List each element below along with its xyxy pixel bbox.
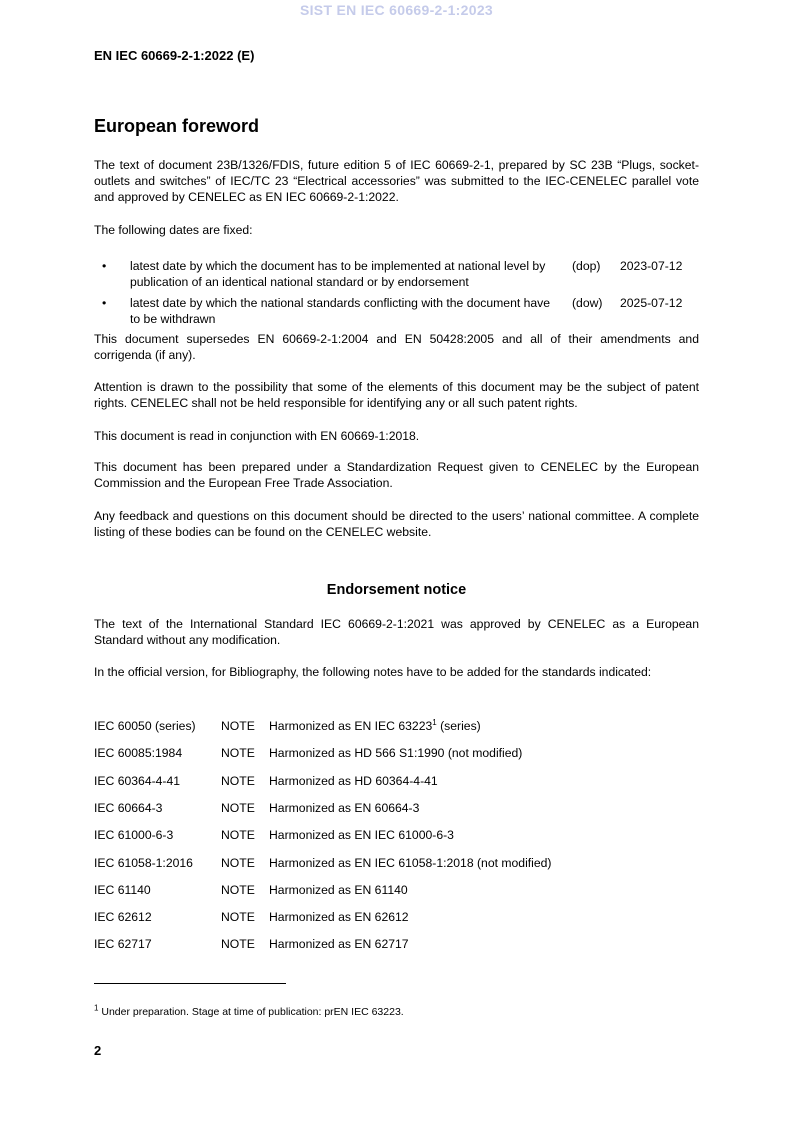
standard-reference: IEC 61058-1:2016 — [94, 855, 193, 870]
mandate-paragraph: This document has been prepared under a Standardization Request given to CENELEC by the European Commission and the European Free Trade Association. — [94, 460, 699, 490]
note-label: NOTE — [221, 773, 255, 788]
patent-paragraph: Attention is drawn to the possibility that some of the elements of this document may be the subject of patent rights. CENELEC shall not be held responsible for identifying any or all such patent rights. — [94, 380, 699, 410]
standard-reference: IEC 60364-4-41 — [94, 773, 181, 788]
foreword-intro-paragraph: The text of document 23B/1326/FDIS, future edition 5 of IEC 60669-2-1, prepared by SC 23B “Plugs, socket-outlets and switches” of IEC/TC 23 “Electrical accessories” was submitted to the IEC-CENELEC parallel vote and approved by CENELEC as EN IEC 60669-2-1:2022. — [94, 158, 699, 204]
harmonization-text-main: Harmonized as EN IEC 61058-1:2018 (not modified) — [269, 855, 552, 870]
date-item-date: 2025-07-12 — [620, 296, 683, 310]
bullet-marker: • — [102, 296, 107, 310]
harmonization-text-main: Harmonized as EN 60664-3 — [269, 800, 420, 815]
date-item-code: (dop) — [572, 259, 601, 273]
note-label: NOTE — [221, 910, 255, 925]
dates-intro-paragraph: The following dates are fixed: — [94, 223, 253, 237]
harmonization-text-main: Harmonized as EN 62612 — [269, 910, 409, 925]
endorsement-paragraph: The text of the International Standard IEC 60669-2-1:2021 was approved by CENELEC as a European Standard without any modification. — [94, 617, 699, 647]
note-label: NOTE — [221, 746, 255, 761]
standard-reference: IEC 61140 — [94, 882, 151, 897]
date-item-date: 2023-07-12 — [620, 259, 683, 273]
footnote-mark: 1 — [94, 1003, 99, 1013]
harmonization-text — [269, 855, 552, 871]
date-item-text: latest date by which the document has to be implemented at national level by publication of an identical national standard or by endorsement — [130, 259, 546, 289]
harmonization-text-main: Harmonized as EN IEC 63223 — [269, 719, 433, 733]
document-id-header: EN IEC 60669-2-1:2022 (E) — [94, 48, 255, 63]
harmonization-text-main: Harmonized as HD 60364-4-41 — [269, 773, 438, 788]
footnote-separator — [94, 983, 286, 984]
note-label: NOTE — [221, 855, 255, 870]
harmonization-text-main: Harmonized as EN 62717 — [269, 937, 409, 952]
footnote — [94, 1003, 404, 1018]
standard-reference: IEC 60050 (series) — [94, 719, 196, 733]
standard-reference: IEC 60664-3 — [94, 800, 163, 815]
standard-reference: IEC 60085:1984 — [94, 746, 183, 761]
harmonization-text — [269, 800, 419, 816]
watermark: SIST EN IEC 60669-2-1:2023 — [299, 2, 493, 18]
feedback-paragraph: Any feedback and questions on this document should be directed to the users’ national committee. A complete listing of these bodies can be found on the CENELEC website. — [94, 509, 699, 539]
note-label: NOTE — [221, 719, 255, 733]
harmonization-text-main: Harmonized as EN 61140 — [269, 882, 408, 897]
endorsement-title: Endorsement notice — [326, 582, 467, 598]
standard-reference: IEC 62717 — [94, 937, 152, 952]
harmonization-text — [269, 936, 409, 952]
harmonization-text-main: Harmonized as EN IEC 61000-6-3 — [269, 828, 454, 843]
harmonization-text — [269, 827, 454, 843]
standard-reference: IEC 62612 — [94, 910, 152, 925]
bullet-marker: • — [102, 259, 107, 273]
note-label: NOTE — [221, 828, 255, 843]
standard-reference: IEC 61000-6-3 — [94, 828, 174, 843]
date-item-text: latest date by which the national standards conflicting with the document have to be withdrawn — [130, 296, 551, 326]
conjunction-paragraph: This document is read in conjunction with EN 60669-1:2018. — [94, 429, 420, 443]
foreword-title: European foreword — [94, 116, 260, 136]
harmonization-text — [269, 882, 408, 898]
page-number: 2 — [94, 1043, 102, 1058]
date-item-code: (dow) — [572, 296, 603, 310]
note-label: NOTE — [221, 937, 255, 952]
harmonization-text — [269, 718, 481, 734]
harmonization-text-main: Harmonized as HD 566 S1:1990 (not modified) — [269, 746, 523, 761]
harmonization-text — [269, 745, 522, 761]
footnote-text: Under preparation. Stage at time of publication: prEN IEC 63223. — [98, 1006, 404, 1018]
harmonization-text — [269, 773, 438, 789]
harmonization-text-suffix: (series) — [436, 719, 481, 733]
footnote-reference: 1 — [432, 717, 437, 727]
note-label: NOTE — [221, 800, 255, 815]
harmonization-text — [269, 909, 409, 925]
supersedes-paragraph: This document supersedes EN 60669-2-1:2004 and EN 50428:2005 and all of their amendments and corrigenda (if any). — [94, 332, 699, 362]
bibliography-intro-paragraph: In the official version, for Bibliography, the following notes have to be added for the standards indicated: — [94, 665, 652, 679]
note-label: NOTE — [221, 882, 255, 897]
